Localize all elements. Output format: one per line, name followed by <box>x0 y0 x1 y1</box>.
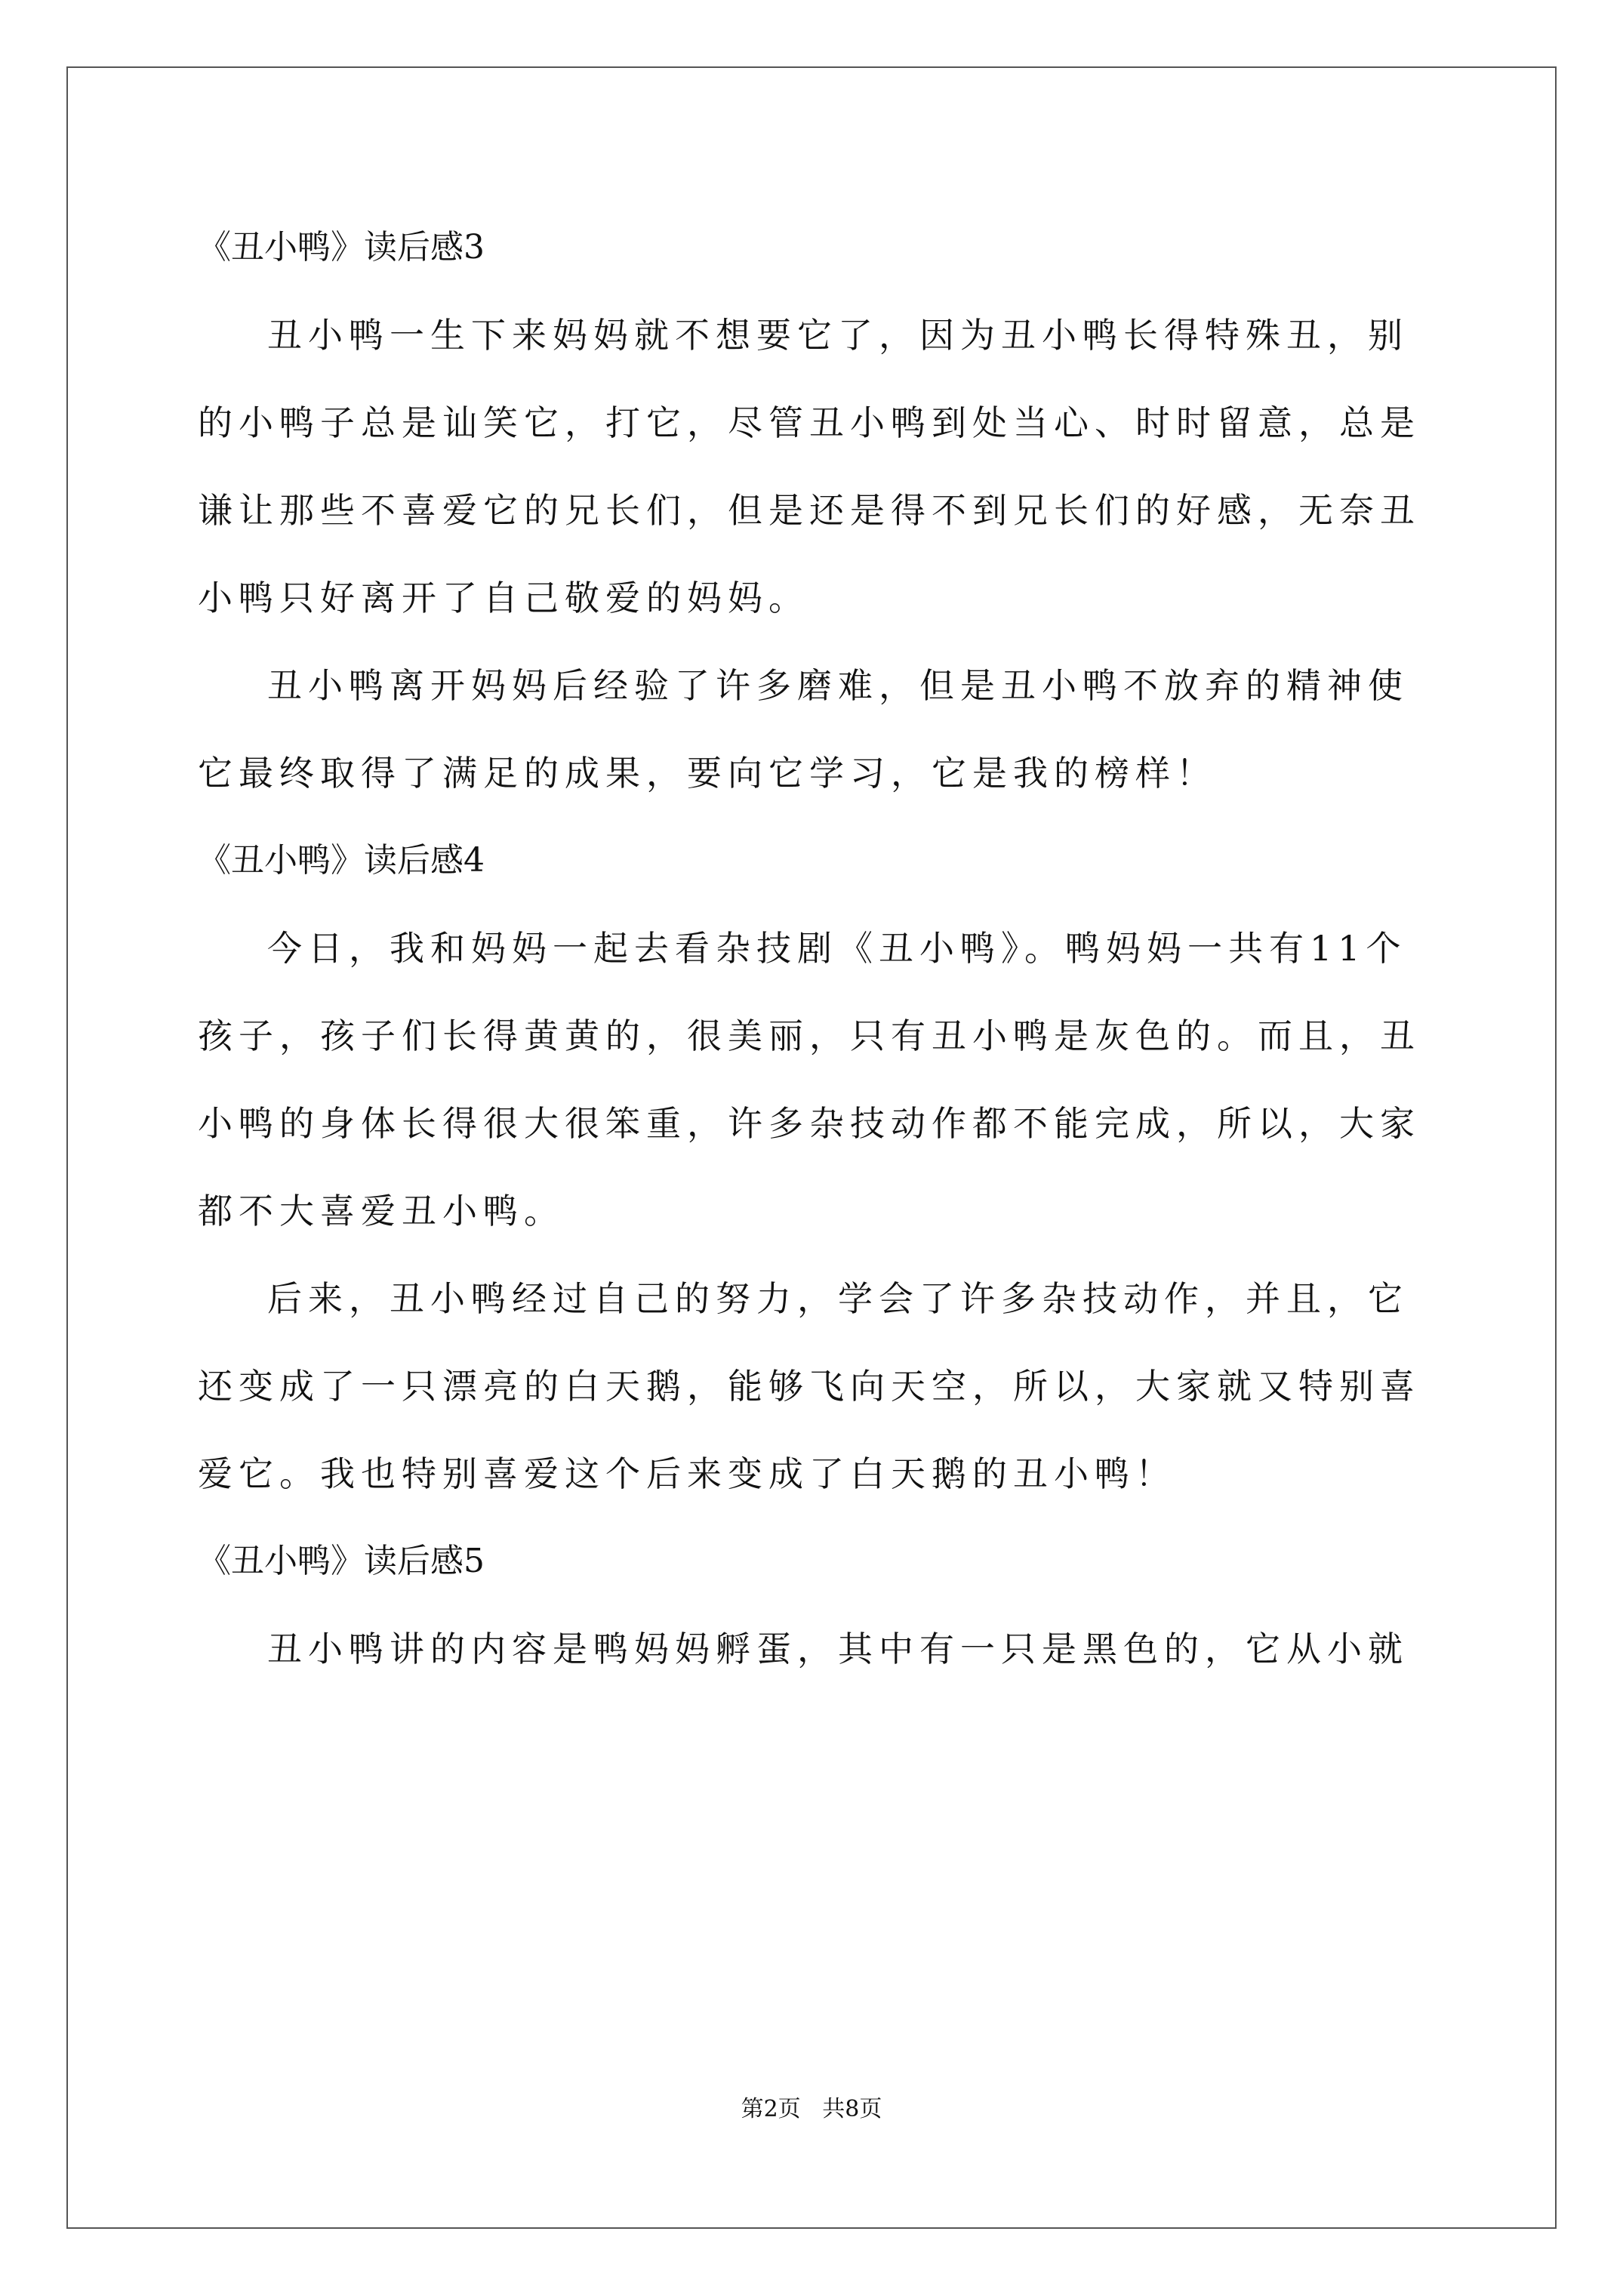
section-heading: 《丑小鸭》读后感3 <box>198 228 485 267</box>
paragraph: 丑小鸭离开妈妈后经验了许多磨难，但是丑小鸭不放弃的精神使它最终取得了满足的成果，要向它学习，它是我的榜样！ <box>198 665 1409 794</box>
paragraph: 丑小鸭一生下来妈妈就不想要它了，因为丑小鸭长得特殊丑，别的小鸭子总是讪笑它，打它，尽管丑小鸭到处当心、时时留意，总是谦让那些不喜爱它的兄长们，但是还是得不到兄长们的好感，无奈丑小鸭只好离开了自己敬爱的妈妈。 <box>198 315 1421 618</box>
section-5 <box>198 1518 1436 1693</box>
paragraph: 丑小鸭讲的内容是鸭妈妈孵蛋，其中有一只是黑色的，它从小就 <box>267 1629 1409 1669</box>
paragraph: 今日，我和妈妈一起去看杂技剧《丑小鸭》。鸭妈妈一共有11个孩子，孩子们长得黄黄的，很美丽，只有丑小鸭是灰色的。而且，丑小鸭的身体长得很大很笨重，许多杂技动作都不能完成，所以，大家都不大喜爱丑小鸭。 <box>198 928 1421 1231</box>
paragraph: 后来，丑小鸭经过自己的努力，学会了许多杂技动作，并且，它还变成了一只漂亮的白天鹅，能够飞向天空，所以，大家就又特别喜爱它。我也特别喜爱这个后来变成了白天鹅的丑小鸭！ <box>198 1278 1421 1494</box>
document-body <box>198 204 1436 1693</box>
section-heading: 《丑小鸭》读后感4 <box>198 841 485 880</box>
section-3 <box>198 204 1436 817</box>
section-heading: 《丑小鸭》读后感5 <box>198 1542 485 1580</box>
section-4 <box>198 817 1436 1518</box>
page-number-footer: 第2页 共8页 <box>741 2096 882 2122</box>
